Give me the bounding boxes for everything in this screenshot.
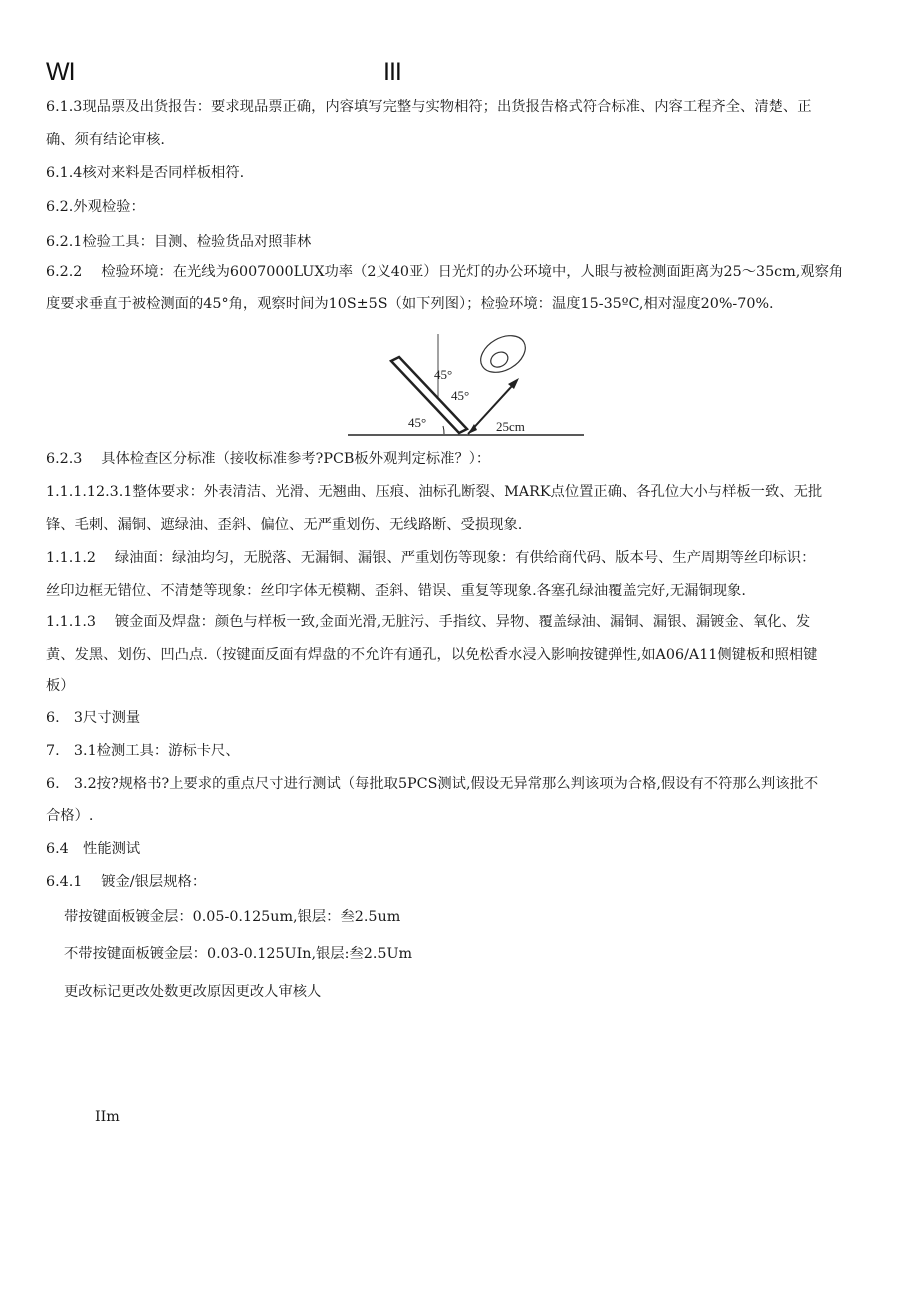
line-without-key-panel: 不带按键面板镀金层：0.03-0.125UIn,银层:叁2.5Um: [64, 946, 413, 962]
line-6-2-2-b: 度要求垂直于被检测面的45°角，观察时间为10S±5S（如下列图）；检验环境：温度15-35ºC,相对湿度20%-70%.: [46, 296, 774, 312]
line-6-1-4: 6.1.4核对来料是否同样板相符.: [46, 165, 245, 181]
line-6-2: 6.2.外观检验：: [46, 199, 145, 215]
line-6-2-1: 6.2.1检验工具：目测、检验货品对照菲林: [46, 234, 312, 250]
line-6-1-3-b: 确、须有结论审核.: [46, 132, 165, 148]
footer-mark: IIm: [95, 1109, 120, 1125]
line-6-4-1: 6.4.1 镀金/银层规格：: [46, 874, 207, 890]
header-left-mark: WI: [46, 58, 75, 86]
line-6-3-2-a: 6. 3.2按?规格书?上要求的重点尺寸进行测试（每批取5PCS测试,假设无异常那么判该项为合格,假设有不符那么判该批不: [46, 776, 819, 792]
line-1-1-1-12-3-1-b: 锋、毛刺、漏铜、遮绿油、歪斜、偏位、无严重划伤、无线路断、受损现象.: [46, 517, 523, 533]
line-6-3: 6. 3尺寸测量: [46, 710, 141, 726]
figure-angle-lower: 45°: [408, 415, 427, 430]
line-1-1-1-3-b: 黄、发黑、划伤、凹凸点.（按键面反面有焊盘的不允许有通孔，以免松香水浸入影响按键弹性,如A06/A11侧键板和照相键: [46, 647, 818, 663]
figure-angle-arc: [443, 426, 444, 434]
line-6-4: 6.4 性能测试: [46, 841, 141, 857]
line-1-1-1-3-c: 板）: [46, 678, 75, 694]
line-6-2-3: 6.2.3 具体检查区分标准（接收标准参考?PCB板外观判定标准？）：: [46, 451, 491, 467]
line-with-key-panel: 带按键面板镀金层：0.05-0.125um,银层：叁2.5um: [64, 909, 401, 925]
line-7-3-1: 7. 3.1检测工具：游标卡尺、: [46, 743, 240, 759]
inspection-angle-diagram: [346, 330, 586, 442]
line-1-1-1-3-a: 1.1.1.3 镀金面及焊盘：颜色与样板一致,金面光滑,无脏污、手指纹、异物、覆盖绿油、漏铜、漏银、漏镀金、氧化、发: [46, 614, 811, 630]
line-1-1-1-2-a: 1.1.1.2 绿油面：绿油均匀，无脱落、无漏铜、漏银、严重划伤等现象：有供给商代码、版本号、生产周期等丝印标识：: [46, 550, 816, 566]
header-right-mark: III: [383, 58, 401, 86]
line-1-1-1-2-b: 丝印边框无错位、不清楚等现象：丝印字体无模糊、歪斜、错误、重复等现象.各塞孔绿油覆盖完好,无漏铜现象.: [46, 583, 746, 599]
line-6-3-2-b: 合格）.: [46, 808, 94, 824]
line-6-2-2-a: 6.2.2 检验环境：在光线为6007000LUX功率（2义40亚）日光灯的办公环境中，人眼与被检测面距离为25～35cm,观察角: [46, 264, 844, 280]
figure-angle-upper: 45°: [434, 367, 453, 382]
line-change-record: 更改标记更改处数更改原因更改人审核人: [64, 984, 322, 1000]
line-1-1-1-12-3-1-a: 1.1.1.12.3.1整体要求：外表清洁、光滑、无翘曲、压痕、油标孔断裂、MARK点位置正确、各孔位大小与样板一致、无批: [46, 484, 823, 500]
figure-distance: 25cm: [496, 419, 525, 434]
figure-eye: [474, 330, 532, 380]
line-6-1-3-a: 6.1.3现品票及出货报告：要求现品票正确，内容填写完整与实物相符；出货报告格式符合标准、内容工程齐全、清楚、正: [46, 99, 812, 115]
figure-angle-middle: 45°: [451, 388, 470, 403]
